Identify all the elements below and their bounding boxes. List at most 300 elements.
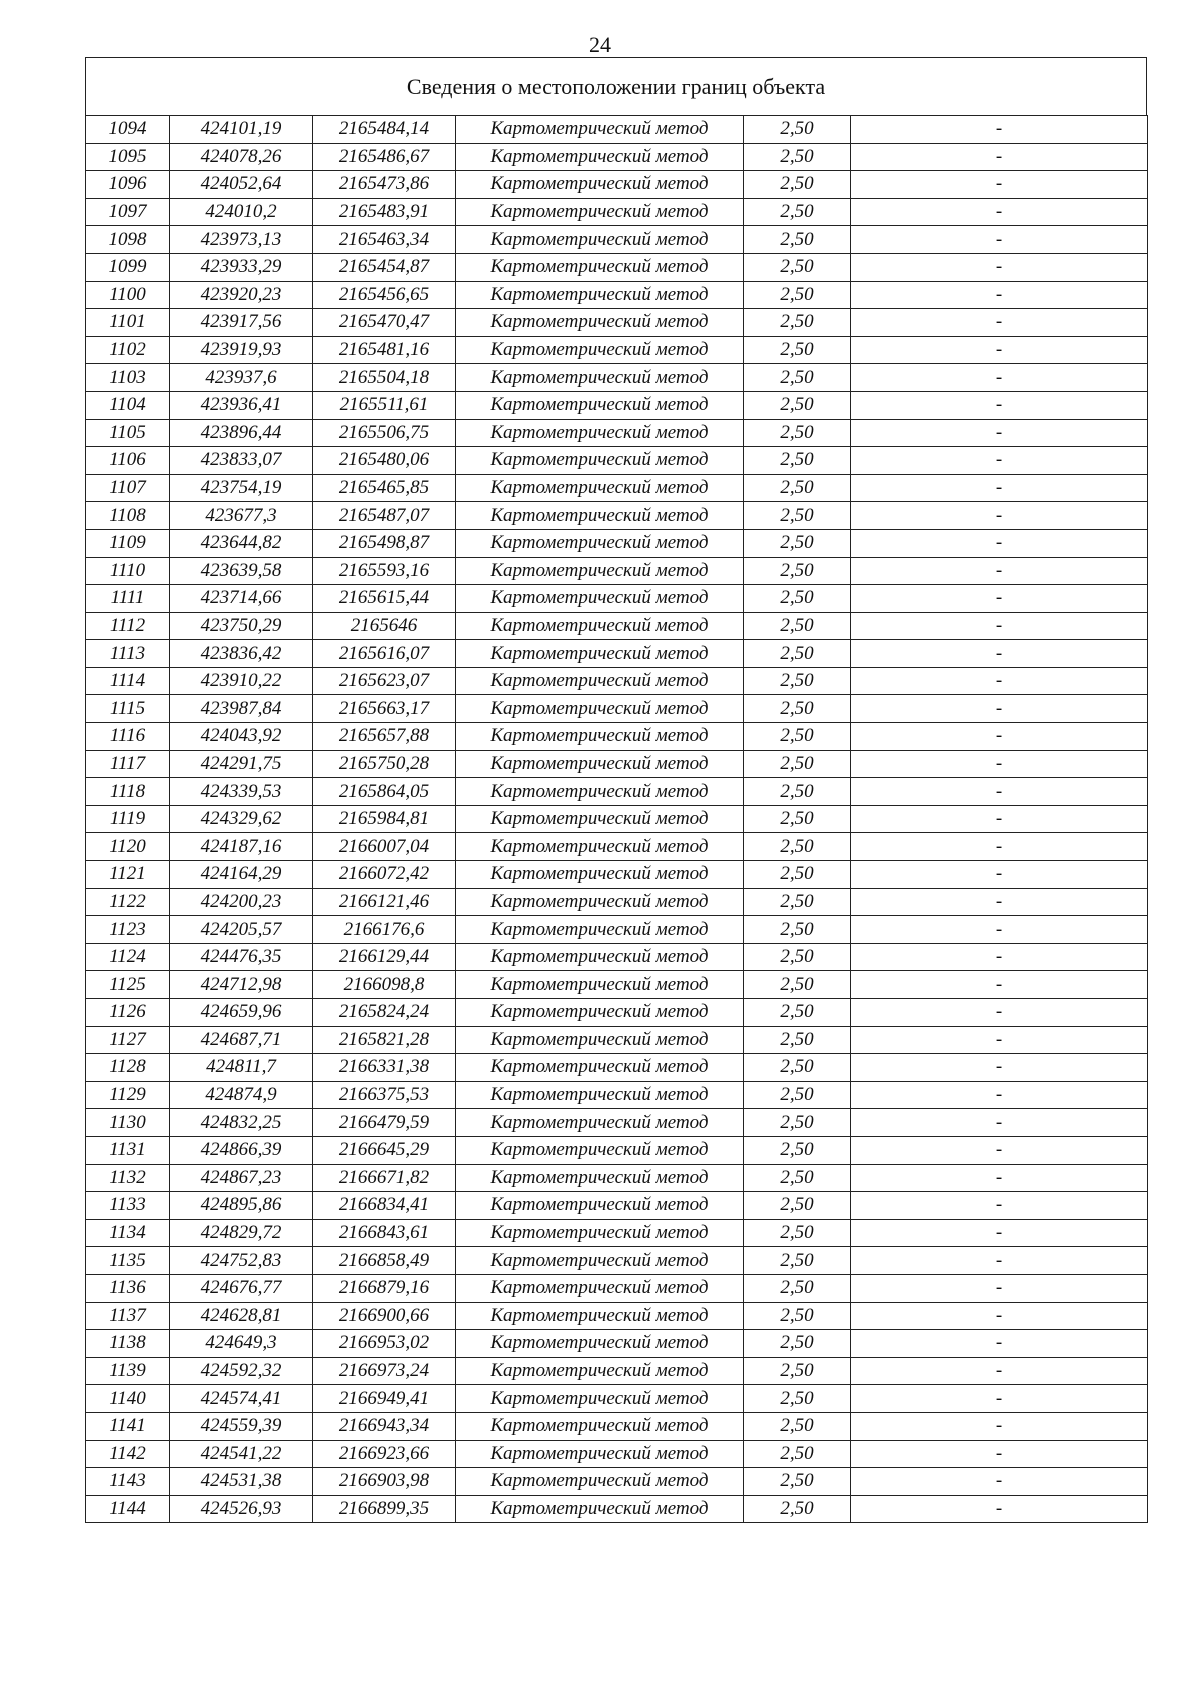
description-cell: - (851, 1440, 1148, 1468)
y-coordinate-cell: 2166843,61 (313, 1219, 456, 1247)
description-cell: - (851, 999, 1148, 1027)
method-cell: Картометрический метод (456, 1109, 744, 1137)
table-row (86, 695, 1148, 723)
y-coordinate-cell: 2165463,34 (313, 226, 456, 254)
y-coordinate-cell: 2165864,05 (313, 778, 456, 806)
y-coordinate-cell: 2166858,49 (313, 1247, 456, 1275)
y-coordinate-cell: 2165506,75 (313, 419, 456, 447)
accuracy-cell: 2,50 (744, 1109, 851, 1137)
x-coordinate-cell: 424874,9 (170, 1081, 313, 1109)
y-coordinate-cell: 2165593,16 (313, 557, 456, 585)
description-cell: - (851, 364, 1148, 392)
description-cell: - (851, 1330, 1148, 1358)
method-cell: Картометрический метод (456, 1440, 744, 1468)
description-cell: - (851, 1109, 1148, 1137)
method-cell: Картометрический метод (456, 943, 744, 971)
table-row (86, 198, 1148, 226)
description-cell: - (851, 805, 1148, 833)
accuracy-cell: 2,50 (744, 1357, 851, 1385)
point-number-cell: 1110 (86, 557, 170, 585)
table-row (86, 943, 1148, 971)
accuracy-cell: 2,50 (744, 723, 851, 751)
y-coordinate-cell: 2166121,46 (313, 888, 456, 916)
accuracy-cell: 2,50 (744, 1468, 851, 1496)
accuracy-cell: 2,50 (744, 805, 851, 833)
table-row (86, 171, 1148, 199)
x-coordinate-cell: 423677,3 (170, 502, 313, 530)
table-row (86, 1219, 1148, 1247)
page-number: 24 (589, 32, 611, 57)
description-cell: - (851, 336, 1148, 364)
accuracy-cell: 2,50 (744, 116, 851, 144)
description-cell: - (851, 309, 1148, 337)
description-cell: - (851, 1081, 1148, 1109)
point-number-cell: 1098 (86, 226, 170, 254)
description-cell: - (851, 1026, 1148, 1054)
table-title: Сведения о местоположении границ объекта (85, 57, 1147, 115)
description-cell: - (851, 833, 1148, 861)
method-cell: Картометрический метод (456, 502, 744, 530)
y-coordinate-cell: 2166943,34 (313, 1412, 456, 1440)
method-cell: Картометрический метод (456, 143, 744, 171)
y-coordinate-cell: 2166176,6 (313, 916, 456, 944)
point-number-cell: 1141 (86, 1412, 170, 1440)
method-cell: Картометрический метод (456, 1468, 744, 1496)
table-row (86, 971, 1148, 999)
x-coordinate-cell: 423917,56 (170, 309, 313, 337)
y-coordinate-cell: 2166953,02 (313, 1330, 456, 1358)
y-coordinate-cell: 2166923,66 (313, 1440, 456, 1468)
x-coordinate-cell: 424676,77 (170, 1274, 313, 1302)
x-coordinate-cell: 424205,57 (170, 916, 313, 944)
description-cell: - (851, 1412, 1148, 1440)
description-cell: - (851, 529, 1148, 557)
accuracy-cell: 2,50 (744, 750, 851, 778)
accuracy-cell: 2,50 (744, 833, 851, 861)
x-coordinate-cell: 423833,07 (170, 447, 313, 475)
description-cell: - (851, 447, 1148, 475)
point-number-cell: 1120 (86, 833, 170, 861)
table-row (86, 281, 1148, 309)
x-coordinate-cell: 424526,93 (170, 1495, 313, 1523)
table-row (86, 1495, 1148, 1523)
point-number-cell: 1111 (86, 585, 170, 613)
method-cell: Картометрический метод (456, 1495, 744, 1523)
x-coordinate-cell: 423937,6 (170, 364, 313, 392)
method-cell: Картометрический метод (456, 805, 744, 833)
description-cell: - (851, 1468, 1148, 1496)
method-cell: Картометрический метод (456, 1054, 744, 1082)
y-coordinate-cell: 2166903,98 (313, 1468, 456, 1496)
method-cell: Картометрический метод (456, 1136, 744, 1164)
y-coordinate-cell: 2165470,47 (313, 309, 456, 337)
point-number-cell: 1142 (86, 1440, 170, 1468)
description-cell: - (851, 750, 1148, 778)
accuracy-cell: 2,50 (744, 999, 851, 1027)
y-coordinate-cell: 2166834,41 (313, 1192, 456, 1220)
point-number-cell: 1118 (86, 778, 170, 806)
point-number-cell: 1094 (86, 116, 170, 144)
point-number-cell: 1140 (86, 1385, 170, 1413)
x-coordinate-cell: 424712,98 (170, 971, 313, 999)
x-coordinate-cell: 424895,86 (170, 1192, 313, 1220)
point-number-cell: 1124 (86, 943, 170, 971)
accuracy-cell: 2,50 (744, 1136, 851, 1164)
method-cell: Картометрический метод (456, 640, 744, 668)
table-row (86, 861, 1148, 889)
point-number-cell: 1108 (86, 502, 170, 530)
method-cell: Картометрический метод (456, 1081, 744, 1109)
y-coordinate-cell: 2166645,29 (313, 1136, 456, 1164)
method-cell: Картометрический метод (456, 1247, 744, 1275)
description-cell: - (851, 612, 1148, 640)
y-coordinate-cell: 2166973,24 (313, 1357, 456, 1385)
point-number-cell: 1122 (86, 888, 170, 916)
method-cell: Картометрический метод (456, 833, 744, 861)
point-number-cell: 1104 (86, 391, 170, 419)
x-coordinate-cell: 424187,16 (170, 833, 313, 861)
description-cell: - (851, 640, 1148, 668)
method-cell: Картометрический метод (456, 1274, 744, 1302)
y-coordinate-cell: 2166671,82 (313, 1164, 456, 1192)
description-cell: - (851, 557, 1148, 585)
description-cell: - (851, 1302, 1148, 1330)
accuracy-cell: 2,50 (744, 1081, 851, 1109)
description-cell: - (851, 916, 1148, 944)
accuracy-cell: 2,50 (744, 529, 851, 557)
description-cell: - (851, 116, 1148, 144)
description-cell: - (851, 198, 1148, 226)
method-cell: Картометрический метод (456, 585, 744, 613)
method-cell: Картометрический метод (456, 750, 744, 778)
method-cell: Картометрический метод (456, 557, 744, 585)
description-cell: - (851, 474, 1148, 502)
method-cell: Картометрический метод (456, 529, 744, 557)
accuracy-cell: 2,50 (744, 226, 851, 254)
point-number-cell: 1103 (86, 364, 170, 392)
method-cell: Картометрический метод (456, 198, 744, 226)
y-coordinate-cell: 2166072,42 (313, 861, 456, 889)
table-row (86, 667, 1148, 695)
point-number-cell: 1127 (86, 1026, 170, 1054)
accuracy-cell: 2,50 (744, 171, 851, 199)
point-number-cell: 1119 (86, 805, 170, 833)
method-cell: Картометрический метод (456, 116, 744, 144)
point-number-cell: 1105 (86, 419, 170, 447)
accuracy-cell: 2,50 (744, 1495, 851, 1523)
point-number-cell: 1131 (86, 1136, 170, 1164)
table-row (86, 612, 1148, 640)
point-number-cell: 1112 (86, 612, 170, 640)
point-number-cell: 1128 (86, 1054, 170, 1082)
x-coordinate-cell: 424476,35 (170, 943, 313, 971)
method-cell: Картометрический метод (456, 888, 744, 916)
accuracy-cell: 2,50 (744, 1440, 851, 1468)
x-coordinate-cell: 424010,2 (170, 198, 313, 226)
description-cell: - (851, 281, 1148, 309)
y-coordinate-cell: 2165473,86 (313, 171, 456, 199)
description-cell: - (851, 943, 1148, 971)
method-cell: Картометрический метод (456, 1412, 744, 1440)
description-cell: - (851, 1054, 1148, 1082)
method-cell: Картометрический метод (456, 1330, 744, 1358)
point-number-cell: 1102 (86, 336, 170, 364)
table-row (86, 447, 1148, 475)
method-cell: Картометрический метод (456, 778, 744, 806)
table-row (86, 419, 1148, 447)
point-number-cell: 1136 (86, 1274, 170, 1302)
x-coordinate-cell: 424659,96 (170, 999, 313, 1027)
accuracy-cell: 2,50 (744, 391, 851, 419)
table-row (86, 502, 1148, 530)
boundary-table (85, 115, 1148, 1523)
x-coordinate-cell: 424866,39 (170, 1136, 313, 1164)
y-coordinate-cell: 2165663,17 (313, 695, 456, 723)
point-number-cell: 1134 (86, 1219, 170, 1247)
x-coordinate-cell: 423933,29 (170, 253, 313, 281)
accuracy-cell: 2,50 (744, 1302, 851, 1330)
x-coordinate-cell: 424164,29 (170, 861, 313, 889)
point-number-cell: 1133 (86, 1192, 170, 1220)
point-number-cell: 1116 (86, 723, 170, 751)
method-cell: Картометрический метод (456, 999, 744, 1027)
description-cell: - (851, 1136, 1148, 1164)
method-cell: Картометрический метод (456, 723, 744, 751)
description-cell: - (851, 391, 1148, 419)
method-cell: Картометрический метод (456, 253, 744, 281)
accuracy-cell: 2,50 (744, 1164, 851, 1192)
method-cell: Картометрический метод (456, 916, 744, 944)
x-coordinate-cell: 423936,41 (170, 391, 313, 419)
x-coordinate-cell: 424329,62 (170, 805, 313, 833)
accuracy-cell: 2,50 (744, 336, 851, 364)
table-row (86, 1357, 1148, 1385)
description-cell: - (851, 723, 1148, 751)
y-coordinate-cell: 2165465,85 (313, 474, 456, 502)
x-coordinate-cell: 423644,82 (170, 529, 313, 557)
description-cell: - (851, 971, 1148, 999)
table-row (86, 253, 1148, 281)
table-row (86, 309, 1148, 337)
accuracy-cell: 2,50 (744, 1192, 851, 1220)
accuracy-cell: 2,50 (744, 1054, 851, 1082)
y-coordinate-cell: 2165483,91 (313, 198, 456, 226)
method-cell: Картометрический метод (456, 861, 744, 889)
point-number-cell: 1113 (86, 640, 170, 668)
table-row (86, 474, 1148, 502)
method-cell: Картометрический метод (456, 1302, 744, 1330)
description-cell: - (851, 502, 1148, 530)
description-cell: - (851, 419, 1148, 447)
table-row (86, 585, 1148, 613)
point-number-cell: 1107 (86, 474, 170, 502)
table-row (86, 1302, 1148, 1330)
table-row (86, 805, 1148, 833)
point-number-cell: 1143 (86, 1468, 170, 1496)
method-cell: Картометрический метод (456, 171, 744, 199)
table-row (86, 557, 1148, 585)
method-cell: Картометрический метод (456, 364, 744, 392)
method-cell: Картометрический метод (456, 281, 744, 309)
description-cell: - (851, 1385, 1148, 1413)
accuracy-cell: 2,50 (744, 1412, 851, 1440)
table-row (86, 640, 1148, 668)
accuracy-cell: 2,50 (744, 778, 851, 806)
accuracy-cell: 2,50 (744, 419, 851, 447)
table-body (86, 116, 1148, 1523)
accuracy-cell: 2,50 (744, 888, 851, 916)
table-row (86, 226, 1148, 254)
boundary-table-container (85, 57, 1147, 1523)
accuracy-cell: 2,50 (744, 861, 851, 889)
accuracy-cell: 2,50 (744, 585, 851, 613)
table-row (86, 1440, 1148, 1468)
accuracy-cell: 2,50 (744, 557, 851, 585)
accuracy-cell: 2,50 (744, 309, 851, 337)
y-coordinate-cell: 2166900,66 (313, 1302, 456, 1330)
table-row (86, 1385, 1148, 1413)
table-row (86, 391, 1148, 419)
x-coordinate-cell: 423754,19 (170, 474, 313, 502)
y-coordinate-cell: 2165824,24 (313, 999, 456, 1027)
x-coordinate-cell: 423973,13 (170, 226, 313, 254)
y-coordinate-cell: 2166375,53 (313, 1081, 456, 1109)
table-row (86, 364, 1148, 392)
point-number-cell: 1096 (86, 171, 170, 199)
table-row (86, 1164, 1148, 1192)
point-number-cell: 1109 (86, 529, 170, 557)
method-cell: Картометрический метод (456, 1192, 744, 1220)
x-coordinate-cell: 423910,22 (170, 667, 313, 695)
description-cell: - (851, 1274, 1148, 1302)
y-coordinate-cell: 2165498,87 (313, 529, 456, 557)
x-coordinate-cell: 423750,29 (170, 612, 313, 640)
description-cell: - (851, 1357, 1148, 1385)
accuracy-cell: 2,50 (744, 916, 851, 944)
accuracy-cell: 2,50 (744, 253, 851, 281)
method-cell: Картометрический метод (456, 1219, 744, 1247)
table-row (86, 336, 1148, 364)
accuracy-cell: 2,50 (744, 1247, 851, 1275)
description-cell: - (851, 778, 1148, 806)
table-row (86, 1192, 1148, 1220)
x-coordinate-cell: 424811,7 (170, 1054, 313, 1082)
y-coordinate-cell: 2165646 (313, 612, 456, 640)
y-coordinate-cell: 2165615,44 (313, 585, 456, 613)
description-cell: - (851, 585, 1148, 613)
x-coordinate-cell: 424043,92 (170, 723, 313, 751)
method-cell: Картометрический метод (456, 1357, 744, 1385)
y-coordinate-cell: 2166007,04 (313, 833, 456, 861)
y-coordinate-cell: 2165454,87 (313, 253, 456, 281)
point-number-cell: 1121 (86, 861, 170, 889)
table-row (86, 1081, 1148, 1109)
method-cell: Картометрический метод (456, 695, 744, 723)
point-number-cell: 1106 (86, 447, 170, 475)
point-number-cell: 1132 (86, 1164, 170, 1192)
x-coordinate-cell: 424687,71 (170, 1026, 313, 1054)
y-coordinate-cell: 2165657,88 (313, 723, 456, 751)
table-row (86, 143, 1148, 171)
x-coordinate-cell: 424592,32 (170, 1357, 313, 1385)
x-coordinate-cell: 424339,53 (170, 778, 313, 806)
accuracy-cell: 2,50 (744, 281, 851, 309)
table-row (86, 529, 1148, 557)
accuracy-cell: 2,50 (744, 1385, 851, 1413)
accuracy-cell: 2,50 (744, 640, 851, 668)
x-coordinate-cell: 423639,58 (170, 557, 313, 585)
y-coordinate-cell: 2165456,65 (313, 281, 456, 309)
x-coordinate-cell: 424052,64 (170, 171, 313, 199)
method-cell: Картометрический метод (456, 612, 744, 640)
description-cell: - (851, 253, 1148, 281)
description-cell: - (851, 171, 1148, 199)
accuracy-cell: 2,50 (744, 502, 851, 530)
x-coordinate-cell: 424829,72 (170, 1219, 313, 1247)
table-row (86, 1468, 1148, 1496)
point-number-cell: 1115 (86, 695, 170, 723)
method-cell: Картометрический метод (456, 309, 744, 337)
method-cell: Картометрический метод (456, 1164, 744, 1192)
method-cell: Картометрический метод (456, 226, 744, 254)
x-coordinate-cell: 424574,41 (170, 1385, 313, 1413)
x-coordinate-cell: 423919,93 (170, 336, 313, 364)
x-coordinate-cell: 424531,38 (170, 1468, 313, 1496)
description-cell: - (851, 667, 1148, 695)
y-coordinate-cell: 2166331,38 (313, 1054, 456, 1082)
x-coordinate-cell: 424541,22 (170, 1440, 313, 1468)
method-cell: Картометрический метод (456, 667, 744, 695)
method-cell: Картометрический метод (456, 474, 744, 502)
table-row (86, 1109, 1148, 1137)
y-coordinate-cell: 2165623,07 (313, 667, 456, 695)
table-row (86, 916, 1148, 944)
description-cell: - (851, 1247, 1148, 1275)
y-coordinate-cell: 2165750,28 (313, 750, 456, 778)
point-number-cell: 1123 (86, 916, 170, 944)
x-coordinate-cell: 424291,75 (170, 750, 313, 778)
table-row (86, 1054, 1148, 1082)
point-number-cell: 1139 (86, 1357, 170, 1385)
accuracy-cell: 2,50 (744, 198, 851, 226)
accuracy-cell: 2,50 (744, 143, 851, 171)
y-coordinate-cell: 2166479,59 (313, 1109, 456, 1137)
y-coordinate-cell: 2165481,16 (313, 336, 456, 364)
description-cell: - (851, 1495, 1148, 1523)
point-number-cell: 1135 (86, 1247, 170, 1275)
accuracy-cell: 2,50 (744, 447, 851, 475)
y-coordinate-cell: 2165616,07 (313, 640, 456, 668)
point-number-cell: 1126 (86, 999, 170, 1027)
y-coordinate-cell: 2165511,61 (313, 391, 456, 419)
method-cell: Картометрический метод (456, 971, 744, 999)
y-coordinate-cell: 2165486,67 (313, 143, 456, 171)
method-cell: Картометрический метод (456, 336, 744, 364)
method-cell: Картометрический метод (456, 1385, 744, 1413)
table-row (86, 1247, 1148, 1275)
x-coordinate-cell: 423836,42 (170, 640, 313, 668)
x-coordinate-cell: 424628,81 (170, 1302, 313, 1330)
table-row (86, 1412, 1148, 1440)
table-row (86, 999, 1148, 1027)
accuracy-cell: 2,50 (744, 474, 851, 502)
x-coordinate-cell: 424649,3 (170, 1330, 313, 1358)
point-number-cell: 1125 (86, 971, 170, 999)
point-number-cell: 1114 (86, 667, 170, 695)
y-coordinate-cell: 2165821,28 (313, 1026, 456, 1054)
method-cell: Картометрический метод (456, 447, 744, 475)
table-row (86, 778, 1148, 806)
